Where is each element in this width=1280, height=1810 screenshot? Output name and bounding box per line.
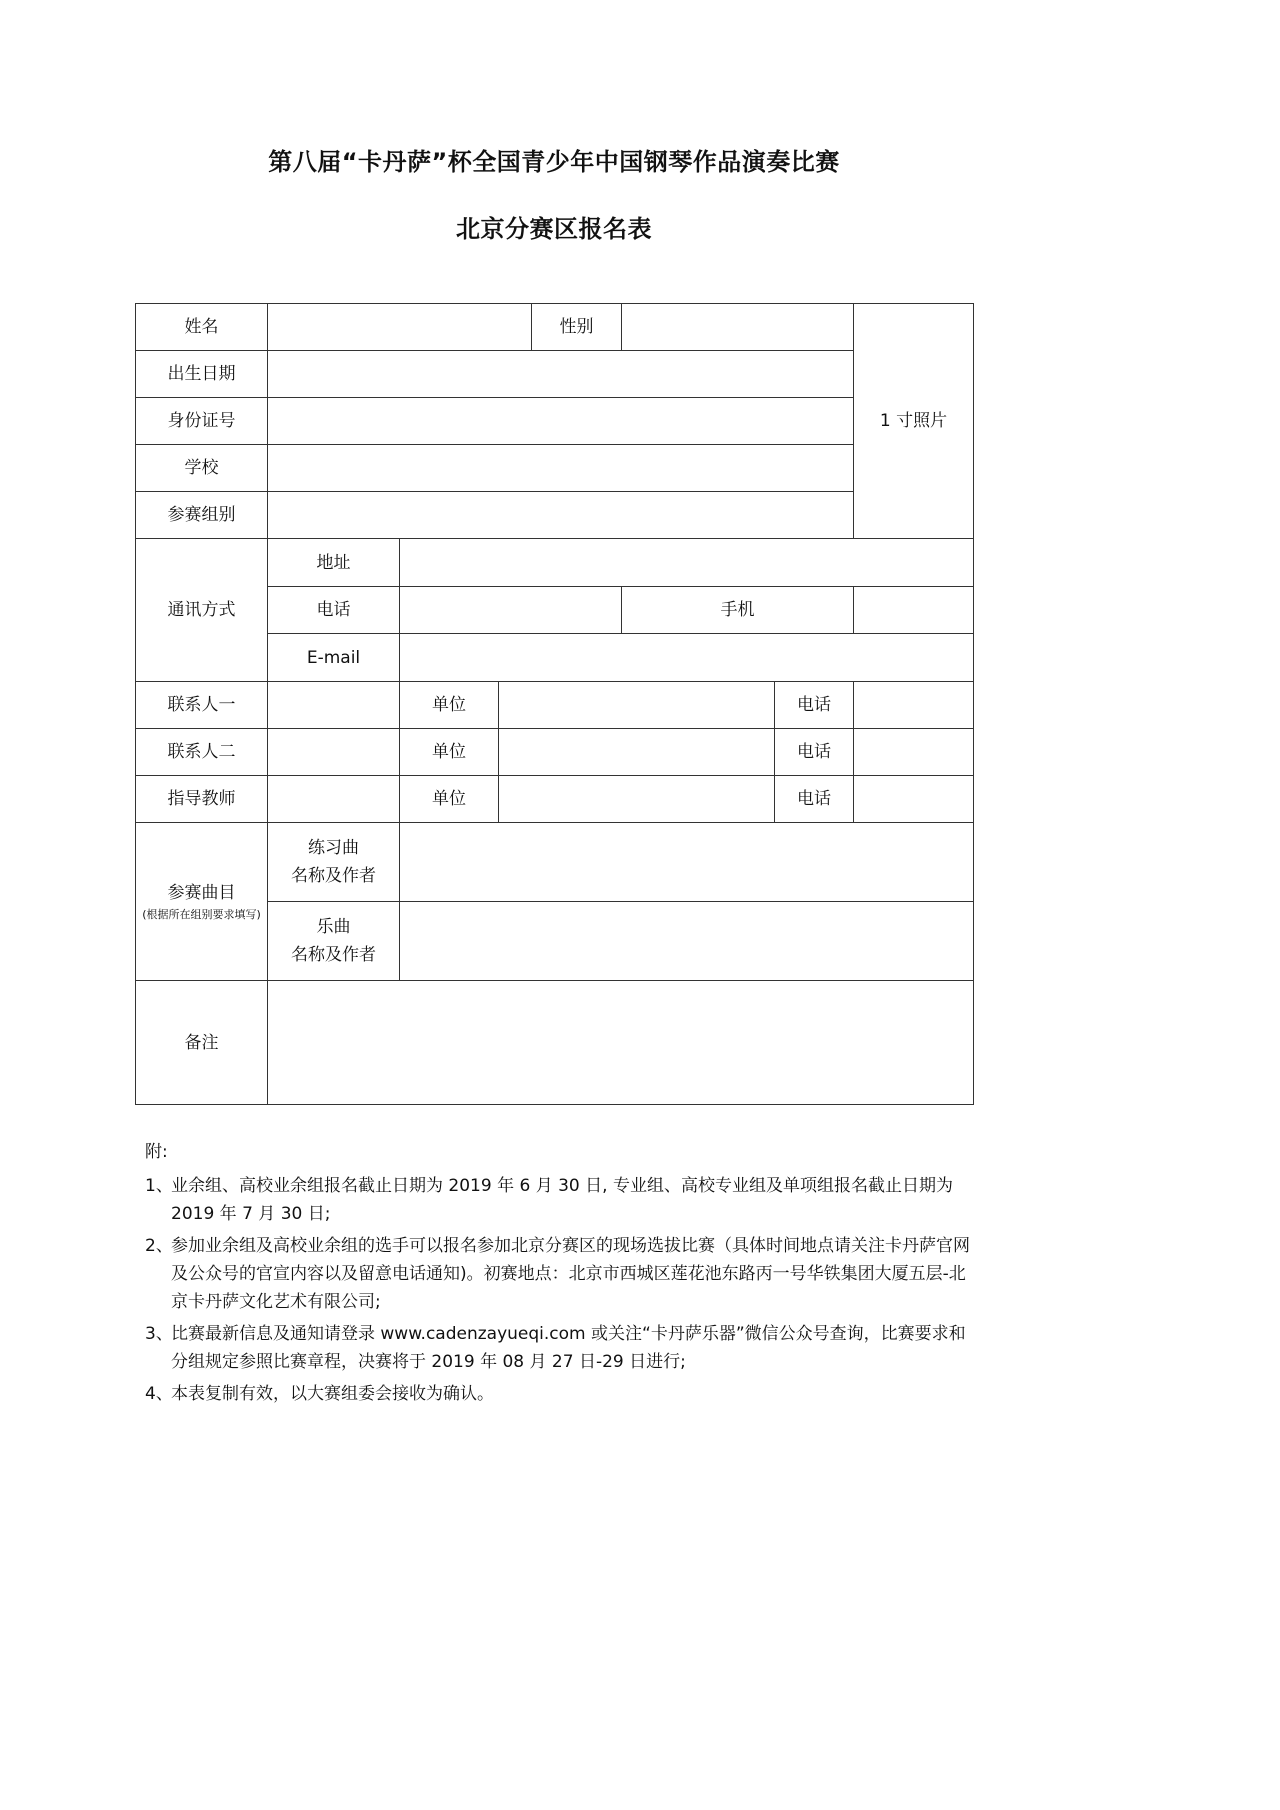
note-item — [145, 1380, 970, 1408]
id-number-label: 身份证号 — [136, 398, 268, 445]
address-label: 地址 — [268, 539, 400, 587]
school-label: 学校 — [136, 445, 268, 492]
piece-label: 乐曲 — [316, 917, 351, 937]
school-field[interactable] — [268, 445, 854, 492]
note-number: 4、 — [145, 1384, 173, 1404]
name-label: 姓名 — [136, 304, 268, 351]
registration-form-table — [135, 303, 974, 1105]
form-subtitle: 北京分赛区报名表 — [456, 215, 652, 243]
mobile-label: 手机 — [622, 587, 854, 634]
contact-role-label: 联系人一 — [136, 682, 268, 729]
note-item — [145, 1232, 970, 1316]
unit-field[interactable] — [499, 682, 775, 729]
remarks-label: 备注 — [136, 981, 268, 1105]
contact-role-label: 联系人二 — [136, 729, 268, 776]
notes-heading: 附: — [145, 1142, 168, 1162]
contact-row — [136, 729, 974, 776]
note-number: 3、 — [145, 1324, 173, 1344]
contact-name-field[interactable] — [268, 776, 400, 823]
email-field[interactable] — [400, 634, 974, 682]
pieces-label: 参赛曲目 — [167, 882, 236, 903]
contact-row — [136, 776, 974, 823]
contact-name-field[interactable] — [268, 729, 400, 776]
pieces-hint: (根据所在组别要求填写) — [142, 907, 261, 921]
note-text: 比赛最新信息及通知请登录 www.cadenzayueqi.com 或关注“卡丹萨乐器”微信公众号查询，比赛要求和分组规定参照比赛章程，决赛将于 2019 年 08 月 27 日-29 日进行; — [171, 1324, 966, 1372]
pieces-label-cell — [136, 823, 268, 981]
note-item — [145, 1320, 970, 1376]
contact-phone-field[interactable] — [854, 776, 974, 823]
mobile-field[interactable] — [854, 587, 974, 634]
email-label: E-mail — [268, 634, 400, 682]
piece-label-cell — [268, 902, 400, 981]
notes-section — [145, 1140, 970, 1412]
gender-field[interactable] — [622, 304, 854, 351]
unit-field[interactable] — [499, 776, 775, 823]
phone-field[interactable] — [400, 587, 622, 634]
contact-phone-label: 电话 — [775, 682, 854, 729]
unit-field[interactable] — [499, 729, 775, 776]
address-field[interactable] — [400, 539, 974, 587]
group-label: 参赛组别 — [136, 492, 268, 539]
note-number: 2、 — [145, 1236, 173, 1256]
note-number: 1、 — [145, 1176, 173, 1196]
contact-role-label: 指导教师 — [136, 776, 268, 823]
etude-label: 练习曲 — [308, 838, 359, 858]
photo-box[interactable]: 1 寸照片 — [854, 304, 974, 539]
piece-sublabel: 名称及作者 — [291, 945, 376, 965]
note-text: 本表复制有效，以大赛组委会接收为确认。 — [171, 1384, 494, 1404]
etude-sublabel: 名称及作者 — [291, 866, 376, 886]
contact-phone-field[interactable] — [854, 682, 974, 729]
etude-label-cell — [268, 823, 400, 902]
unit-label: 单位 — [400, 776, 499, 823]
birth-date-label: 出生日期 — [136, 351, 268, 398]
contact-name-field[interactable] — [268, 682, 400, 729]
id-number-field[interactable] — [268, 398, 854, 445]
contact-label: 通讯方式 — [136, 539, 268, 682]
note-text: 参加业余组及高校业余组的选手可以报名参加北京分赛区的现场选拔比赛（具体时间地点请关注卡丹萨官网及公众号的官宣内容以及留意电话通知)。初赛地点：北京市西城区莲花池东路丙一号华铁集团大厦五层-北京卡丹萨文化艺术有限公司; — [171, 1236, 970, 1312]
contact-phone-field[interactable] — [854, 729, 974, 776]
unit-label: 单位 — [400, 729, 499, 776]
remarks-field[interactable] — [268, 981, 974, 1105]
piece-field[interactable] — [400, 902, 974, 981]
contact-row — [136, 682, 974, 729]
phone-label: 电话 — [268, 587, 400, 634]
unit-label: 单位 — [400, 682, 499, 729]
contact-phone-label: 电话 — [775, 776, 854, 823]
gender-label: 性别 — [532, 304, 622, 351]
form-title: 第八届“卡丹萨”杯全国青少年中国钢琴作品演奏比赛 — [268, 148, 840, 176]
note-item — [145, 1172, 970, 1228]
contact-phone-label: 电话 — [775, 729, 854, 776]
name-field[interactable] — [268, 304, 532, 351]
etude-field[interactable] — [400, 823, 974, 902]
birth-date-field[interactable] — [268, 351, 854, 398]
note-text: 业余组、高校业余组报名截止日期为 2019 年 6 月 30 日, 专业组、高校专业组及单项组报名截止日期为 2019 年 7 月 30 日; — [171, 1176, 953, 1224]
group-field[interactable] — [268, 492, 854, 539]
